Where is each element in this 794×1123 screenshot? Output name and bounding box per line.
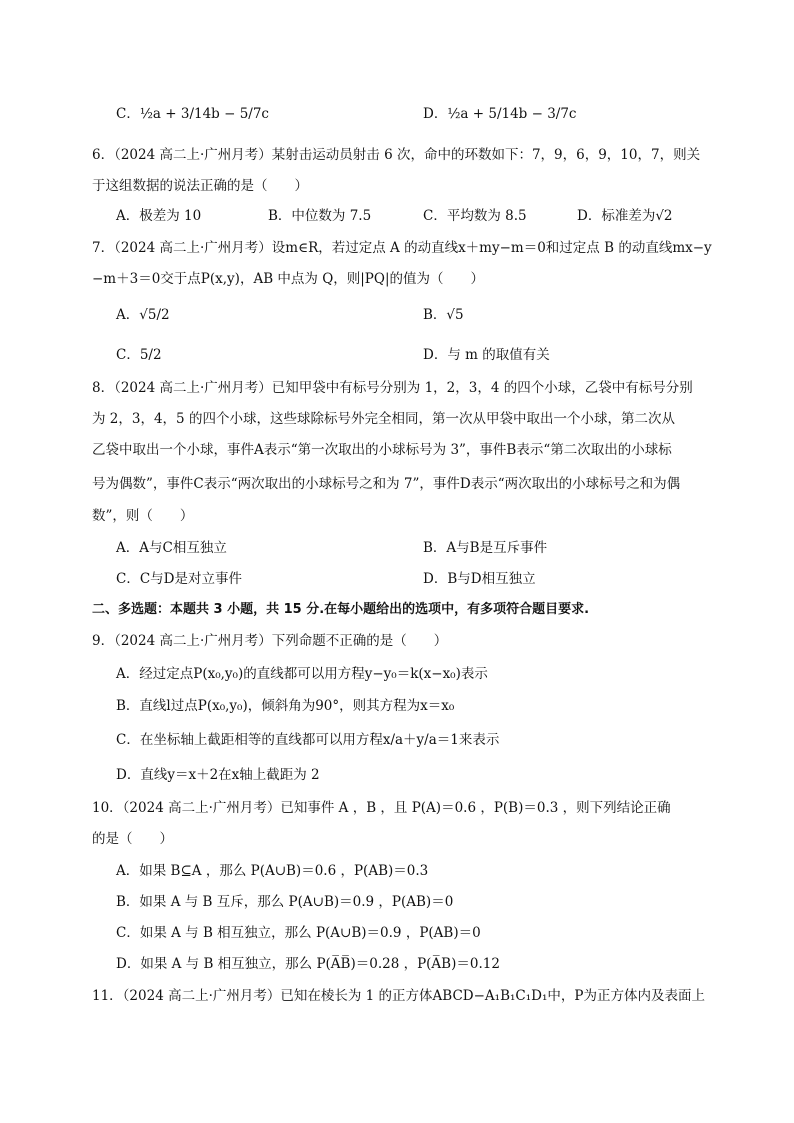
section-heading-multiple-choice: 二、多选题：本题共 3 小题，共 15 分.在每小题给出的选项中，有多项符合题目要求. <box>92 602 590 617</box>
q6-option-c: C．平均数为 8.5 <box>423 208 527 224</box>
q6-stem-line2: 于这组数据的说法正确的是（ ） <box>92 178 308 194</box>
q8-option-d: D．B与D相互独立 <box>423 571 536 587</box>
q9-option-a: A．经过定点P(x₀,y₀)的直线都可以用方程y−y₀＝k(x−x₀)表示 <box>116 666 488 682</box>
q7-stem-line2: −m＋3＝0交于点P(x,y)，AB 中点为 Q，则|PQ|的值为（ ） <box>92 271 485 287</box>
q8-option-b: B．A与B是互斥事件 <box>423 540 548 556</box>
q6-option-b: B．中位数为 7.5 <box>268 208 372 224</box>
q5-option-c: C．½a + 3/14b − 5/7c <box>116 106 269 122</box>
q8-option-c: C．C与D是对立事件 <box>116 571 242 587</box>
q10-option-b: B．如果 A 与 B 互斥，那么 P(A∪B)＝0.9 ，P(AB)＝0 <box>116 894 454 910</box>
q8-stem-line2: 为 2，3，4，5 的四个小球，这些球除标号外完全相同，第一次从甲袋中取出一个小球，第二次从 <box>92 411 675 427</box>
q9-option-d: D．直线y＝x＋2在x轴上截距为 2 <box>116 767 320 783</box>
q5-option-d: D．½a + 5/14b − 3/7c <box>423 106 577 122</box>
q8-stem-line3: 乙袋中取出一个小球，事件A表示“第一次取出的小球标号为 3”，事件B表示“第二次取出的小球标 <box>92 442 672 458</box>
q10-stem-line2: 的是（ ） <box>92 831 173 847</box>
q6-stem-line1: 6．（2024 高二上·广州月考）某射击运动员射击 6 次，命中的环数如下：7，9，6，9，10，7，则关 <box>92 147 701 163</box>
q10-stem-line1: 10．（2024 高二上·广州月考）已知事件 A ，B ，且 P(A)＝0.6 ，P(B)＝0.3 ，则下列结论正确 <box>92 800 671 816</box>
q10-option-a: A．如果 B⊆A ，那么 P(A∪B)＝0.6 ，P(AB)＝0.3 <box>116 863 429 879</box>
q7-option-d: D．与 m 的取值有关 <box>423 347 550 363</box>
q8-stem-line1: 8．（2024 高二上·广州月考）已知甲袋中有标号分别为 1，2，3，4 的四个小球，乙袋中有标号分别 <box>92 380 693 396</box>
q9-stem: 9．（2024 高二上·广州月考）下列命题不正确的是（ ） <box>92 633 448 649</box>
q8-stem-line4: 号为偶数”，事件C表示“两次取出的小球标号之和为 7”，事件D表示“两次取出的小球标号之和为偶 <box>92 476 681 492</box>
q10-option-d: D．如果 A 与 B 相互独立，那么 P(A̅B̅)＝0.28 ，P(A̅B)＝0.12 <box>116 956 500 972</box>
q7-option-b: B．√5 <box>423 307 464 323</box>
q8-stem-line5: 数”，则（ ） <box>92 508 194 524</box>
q11-stem-line1: 11．（2024 高二上·广州月考）已知在棱长为 1 的正方体ABCD−A₁B₁C₁D₁中，P为正方体内及表面上 <box>92 988 705 1004</box>
q6-option-a: A．极差为 10 <box>116 208 202 224</box>
q7-option-a: A．√5/2 <box>116 307 170 323</box>
q7-stem-line1: 7．（2024 高二上·广州月考）设m∈R，若过定点 A 的动直线x＋my−m＝0和过定点 B 的动直线mx−y <box>92 240 712 256</box>
q7-option-c: C．5/2 <box>116 347 162 363</box>
q10-option-c: C．如果 A 与 B 相互独立，那么 P(A∪B)＝0.9 ，P(AB)＝0 <box>116 925 481 941</box>
q9-option-b: B．直线l过点P(x₀,y₀)，倾斜角为90°，则其方程为x＝x₀ <box>116 698 455 714</box>
q9-option-c: C．在坐标轴上截距相等的直线都可以用方程x/a＋y/a＝1来表示 <box>116 732 500 748</box>
q8-option-a: A．A与C相互独立 <box>116 540 227 556</box>
q6-option-d: D．标准差为√2 <box>577 208 673 224</box>
